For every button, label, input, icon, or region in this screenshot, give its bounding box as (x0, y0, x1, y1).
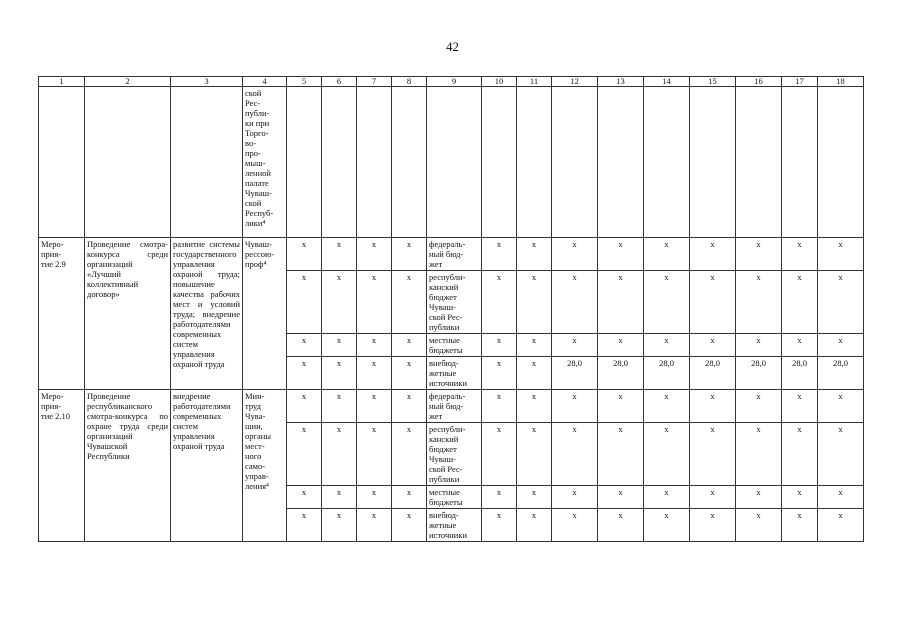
value-cell: x (644, 238, 690, 271)
value-cell: x (357, 238, 392, 271)
value-cell: x (598, 509, 644, 542)
value-cell: x (322, 334, 357, 357)
value-cell: x (287, 486, 322, 509)
value-cell: x (552, 486, 598, 509)
value-cell: x (552, 238, 598, 271)
value-cell: x (736, 390, 782, 423)
value-cell: x (736, 486, 782, 509)
value-cell: x (690, 334, 736, 357)
value-cell: x (818, 486, 864, 509)
value-cell: x (818, 423, 864, 486)
value-cell: x (644, 509, 690, 542)
value-cell: x (392, 238, 427, 271)
column-number: 16 (736, 77, 782, 87)
continuation-cell (171, 87, 243, 238)
value-cell: x (482, 509, 517, 542)
value-cell: x (482, 334, 517, 357)
activity-code: Меро- прия- тие 2.10 (39, 390, 85, 542)
value-cell: 28,0 (736, 357, 782, 390)
activity-goals: внедрение работодателями современных систем управления охраной труда (171, 390, 243, 542)
column-number: 6 (322, 77, 357, 87)
value-cell: x (357, 423, 392, 486)
column-number: 7 (357, 77, 392, 87)
value-cell: x (357, 271, 392, 334)
value-cell: x (287, 423, 322, 486)
funding-source: внебюд- жетные источники (427, 509, 482, 542)
continuation-cell (818, 87, 864, 238)
value-cell: x (482, 486, 517, 509)
value-cell: x (690, 423, 736, 486)
header-row (39, 77, 864, 87)
column-number: 8 (392, 77, 427, 87)
value-cell: x (598, 390, 644, 423)
value-cell: x (818, 390, 864, 423)
value-cell: x (736, 509, 782, 542)
value-cell: 28,0 (598, 357, 644, 390)
program-table (38, 76, 864, 542)
value-cell: x (552, 423, 598, 486)
value-cell: x (482, 357, 517, 390)
value-cell: x (517, 509, 552, 542)
value-cell: x (552, 334, 598, 357)
value-cell: x (392, 390, 427, 423)
continuation-cell (322, 87, 357, 238)
value-cell: x (357, 509, 392, 542)
value-cell: x (818, 509, 864, 542)
value-cell: x (322, 390, 357, 423)
value-cell: x (517, 486, 552, 509)
value-cell: x (736, 423, 782, 486)
value-cell: x (357, 334, 392, 357)
continuation-cell (392, 87, 427, 238)
value-cell: x (782, 486, 818, 509)
page-number: 42 (446, 39, 459, 54)
value-cell: x (357, 390, 392, 423)
value-cell: x (392, 357, 427, 390)
value-cell: x (392, 423, 427, 486)
column-number: 14 (644, 77, 690, 87)
value-cell: x (287, 238, 322, 271)
value-cell: x (287, 390, 322, 423)
value-cell: x (357, 486, 392, 509)
value-cell: x (517, 357, 552, 390)
value-cell: x (552, 509, 598, 542)
value-cell: x (644, 271, 690, 334)
value-cell: x (357, 357, 392, 390)
value-cell: x (322, 357, 357, 390)
column-number: 2 (85, 77, 171, 87)
continuation-cell (39, 87, 85, 238)
value-cell: x (322, 271, 357, 334)
activity-executor: Чуваш- рессою- проф⁴ (243, 238, 287, 390)
value-cell: x (482, 390, 517, 423)
continuation-cell (517, 87, 552, 238)
column-number: 17 (782, 77, 818, 87)
funding-source: республи- канский бюджет Чуваш- ской Рес- публики (427, 271, 482, 334)
funding-source: федераль- ный бюд- жет (427, 390, 482, 423)
value-cell: x (782, 271, 818, 334)
activity-name: Проведение смотра-конкурса среди организаций «Лучший коллективный договор» (85, 238, 171, 390)
column-number: 3 (171, 77, 243, 87)
value-cell: x (736, 334, 782, 357)
value-cell: x (818, 271, 864, 334)
table-row (39, 238, 864, 271)
activity-code: Меро- прия- тие 2.9 (39, 238, 85, 390)
value-cell: x (517, 271, 552, 334)
value-cell: x (287, 271, 322, 334)
value-cell: x (322, 509, 357, 542)
value-cell: 28,0 (690, 357, 736, 390)
value-cell: x (287, 357, 322, 390)
value-cell: x (598, 486, 644, 509)
value-cell: x (690, 238, 736, 271)
continuation-row (39, 87, 864, 238)
value-cell: 28,0 (818, 357, 864, 390)
column-number: 18 (818, 77, 864, 87)
column-number: 15 (690, 77, 736, 87)
value-cell: x (598, 423, 644, 486)
value-cell: x (690, 390, 736, 423)
table-row (39, 390, 864, 423)
value-cell: x (690, 509, 736, 542)
continuation-cell (644, 87, 690, 238)
continuation-cell (482, 87, 517, 238)
column-number: 13 (598, 77, 644, 87)
continuation-cell (85, 87, 171, 238)
column-number: 5 (287, 77, 322, 87)
continuation-cell: ской Рес- публи- ки при Торго- во- про- мыш- ленной палате Чуваш- ской Респуб- лики⁴ (243, 87, 287, 238)
value-cell: x (690, 486, 736, 509)
continuation-cell (690, 87, 736, 238)
value-cell: x (644, 486, 690, 509)
activity-name: Проведение республиканского смотра-конкурса по охране труда среди организаций Чувашской Республики (85, 390, 171, 542)
column-number: 4 (243, 77, 287, 87)
value-cell: x (818, 334, 864, 357)
value-cell: x (517, 390, 552, 423)
value-cell: 28,0 (782, 357, 818, 390)
value-cell: x (482, 423, 517, 486)
value-cell: x (287, 509, 322, 542)
column-number: 11 (517, 77, 552, 87)
value-cell: x (736, 238, 782, 271)
value-cell: x (482, 271, 517, 334)
continuation-cell (287, 87, 322, 238)
continuation-cell (736, 87, 782, 238)
funding-source: федераль- ный бюд- жет (427, 238, 482, 271)
continuation-cell (427, 87, 482, 238)
value-cell: x (690, 271, 736, 334)
value-cell: x (517, 423, 552, 486)
value-cell: x (517, 334, 552, 357)
value-cell: x (782, 390, 818, 423)
value-cell: x (598, 334, 644, 357)
value-cell: x (598, 238, 644, 271)
value-cell: x (322, 238, 357, 271)
continuation-cell (782, 87, 818, 238)
column-number: 10 (482, 77, 517, 87)
value-cell: 28,0 (552, 357, 598, 390)
value-cell: x (552, 271, 598, 334)
funding-source: местные бюджеты (427, 334, 482, 357)
value-cell: x (782, 238, 818, 271)
value-cell: x (644, 390, 690, 423)
continuation-cell (598, 87, 644, 238)
value-cell: 28,0 (644, 357, 690, 390)
value-cell: x (644, 334, 690, 357)
continuation-cell (552, 87, 598, 238)
value-cell: x (598, 271, 644, 334)
value-cell: x (552, 390, 598, 423)
value-cell: x (644, 423, 690, 486)
value-cell: x (287, 334, 322, 357)
activity-goals: развитие системы государственного управления охраной труда; повышение качества рабочих мест и условий труда; внедрение работодателями современных систем управления охраной труда (171, 238, 243, 390)
value-cell: x (517, 238, 552, 271)
value-cell: x (392, 509, 427, 542)
column-number: 1 (39, 77, 85, 87)
value-cell: x (322, 486, 357, 509)
value-cell: x (322, 423, 357, 486)
value-cell: x (392, 271, 427, 334)
value-cell: x (392, 334, 427, 357)
value-cell: x (782, 423, 818, 486)
funding-source: местные бюджеты (427, 486, 482, 509)
activity-executor: Мин- труд Чува- шии, органы мест- ного само- управ- ления⁴ (243, 390, 287, 542)
value-cell: x (782, 334, 818, 357)
value-cell: x (782, 509, 818, 542)
value-cell: x (736, 271, 782, 334)
column-number: 9 (427, 77, 482, 87)
column-number: 12 (552, 77, 598, 87)
continuation-cell (357, 87, 392, 238)
funding-source: республи- канский бюджет Чуваш- ской Рес- публики (427, 423, 482, 486)
funding-source: внебюд- жетные источники (427, 357, 482, 390)
value-cell: x (482, 238, 517, 271)
value-cell: x (818, 238, 864, 271)
value-cell: x (392, 486, 427, 509)
